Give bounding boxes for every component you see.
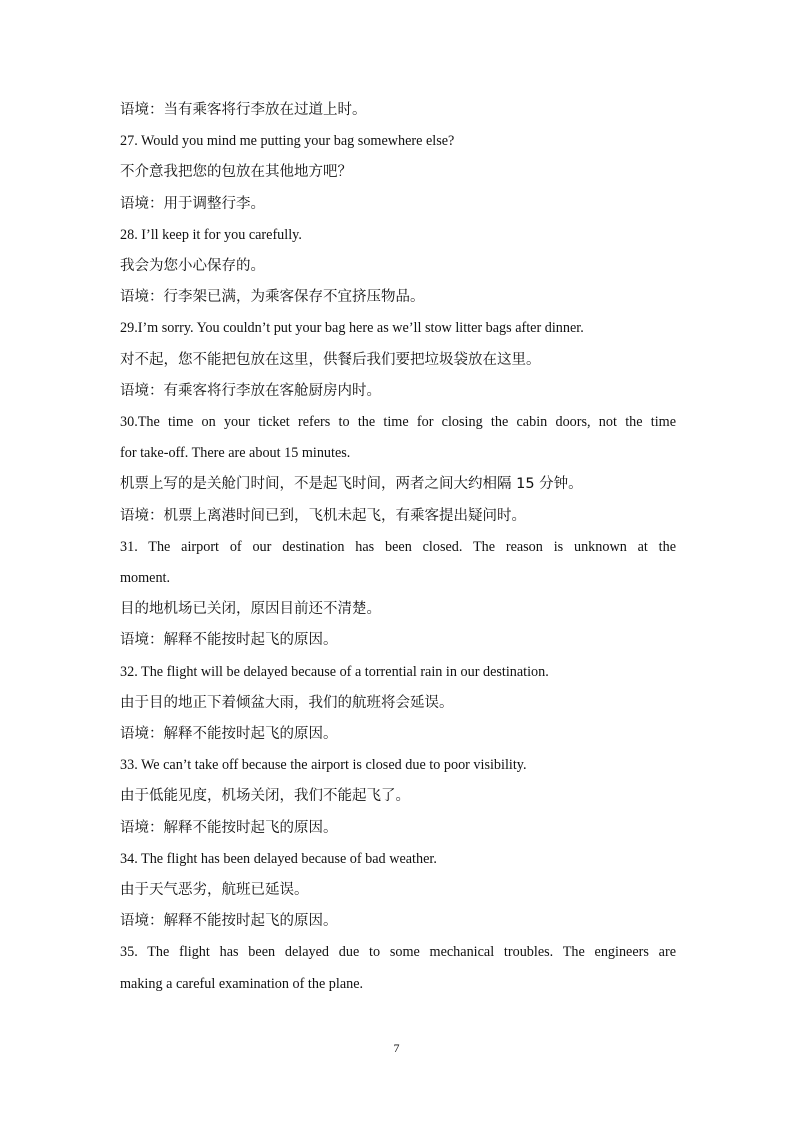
page-number: 7 [393,1041,400,1055]
english-sentence-line: 32. The flight will be delayed because of a torrential rain in our destination. [120,663,549,680]
chinese-text-line: 语境：解释不能按时起飞的原因。 [120,913,338,930]
english-sentence-line: for take-off. There are about 15 minutes. [120,445,351,462]
english-sentence-line: making a careful examination of the plane. [120,975,364,992]
chinese-text-line: 机票上写的是关舱门时间，不是起飞时间，两者之间大约相隔 15 分钟。 [120,476,583,493]
english-sentence-line: 35. The flight has been delayed due to some mechanical troubles. The engineers are [120,944,676,961]
chinese-text-line: 目的地机场已关闭，原因目前还不清楚。 [120,601,381,618]
english-sentence-line: 31. The airport of our destination has been closed. The reason is unknown at the [120,538,676,555]
chinese-text-line: 不介意我把您的包放在其他地方吧？ [120,164,352,181]
chinese-text-line: 语境：有乘客将行李放在客舱厨房内时。 [120,382,381,399]
chinese-text-line: 由于目的地正下着倾盆大雨，我们的航班将会延误。 [120,694,454,711]
english-sentence-line: moment. [120,570,171,587]
english-sentence-line: 27. Would you mind me putting your bag somewhere else? [120,133,455,150]
document-body [120,95,676,1000]
chinese-text-line: 语境：当有乘客将行李放在过道上时。 [120,102,367,118]
chinese-text-line: 我会为您小心保存的。 [120,258,265,275]
english-sentence-line: 33. We can’t take off because the airport is closed due to poor visibility. [120,757,527,774]
chinese-text-line: 语境：解释不能按时起飞的原因。 [120,726,338,743]
chinese-text-line: 语境：解释不能按时起飞的原因。 [120,632,338,649]
english-sentence-line: 30.The time on your ticket refers to the time for closing the cabin doors, not the time [120,414,676,431]
chinese-text-line: 由于低能见度，机场关闭，我们不能起飞了。 [120,788,410,805]
chinese-text-line: 对不起，您不能把包放在这里，供餐后我们要把垃圾袋放在这里。 [120,351,541,368]
english-sentence-line: 34. The flight has been delayed because of bad weather. [120,850,437,867]
chinese-text-line: 由于天气恶劣，航班已延误。 [120,882,309,899]
chinese-text-line: 语境：用于调整行李。 [120,195,265,212]
english-sentence-line: 28. I’ll keep it for you carefully. [120,226,302,243]
chinese-text-line: 语境：行李架已满，为乘客保存不宜挤压物品。 [120,289,425,306]
chinese-text-line: 语境：解释不能按时起飞的原因。 [120,819,338,836]
english-sentence-line: 29.I’m sorry. You couldn’t put your bag here as we’ll stow litter bags after dinner. [120,320,584,337]
chinese-text-line: 语境：机票上离港时间已到，飞机未起飞，有乘客提出疑问时。 [120,507,526,524]
